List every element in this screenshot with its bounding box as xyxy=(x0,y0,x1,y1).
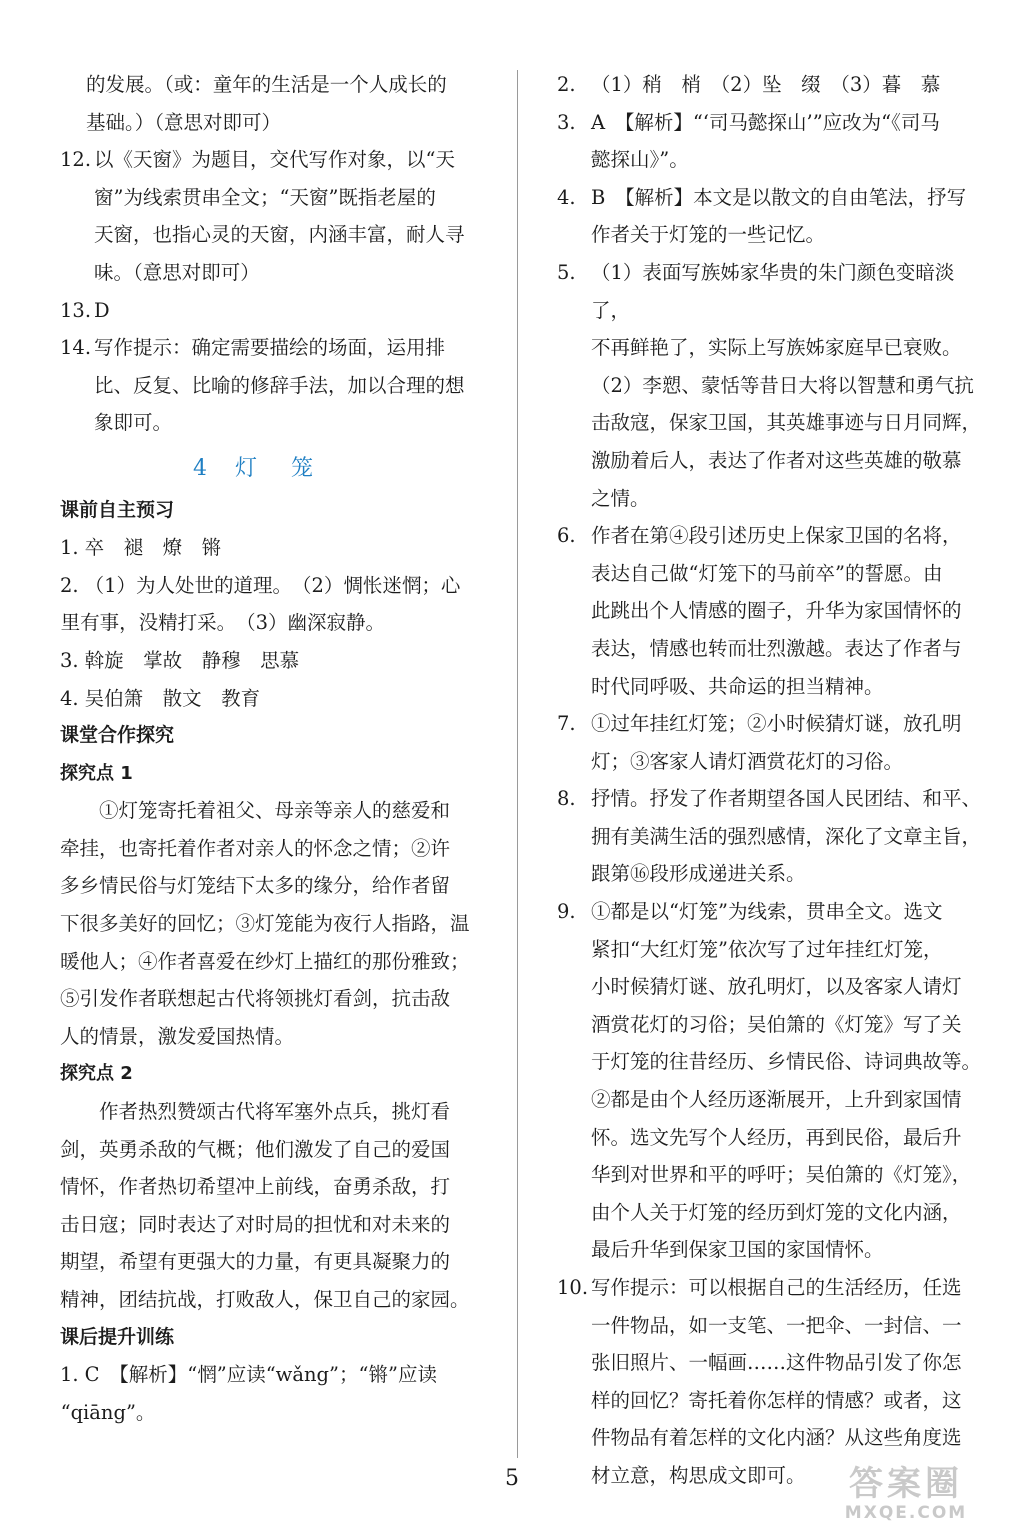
answer-line: 小时候猜灯谜、放孔明灯，以及客家人请灯 xyxy=(591,975,962,999)
answer-item xyxy=(60,329,480,442)
answer-line: 激励着后人，表达了作者对这些英雄的敬慕 xyxy=(591,448,962,472)
explore-point-body xyxy=(60,1093,480,1319)
answer-item xyxy=(557,1269,981,1495)
item-number: 10. xyxy=(557,1276,589,1299)
answer-line: 作者在第④段引述历史上保家卫国的名将， xyxy=(591,524,962,548)
watermark-url: MXQE.COM xyxy=(844,1503,968,1523)
answer-line: 一件物品，如一支笔、一把伞、一封信、一 xyxy=(591,1313,962,1337)
right-column xyxy=(557,66,981,1495)
answer-line: C 【解析】“惘”应读“wǎng”；“锵”应读 xyxy=(84,1363,437,1387)
watermark-text: 答案圈 xyxy=(849,1464,963,1504)
answer-line: 华到对世界和平的呼吁；吴伯箫的《灯笼》， xyxy=(591,1163,972,1187)
answer-line: 之情。 xyxy=(591,486,650,510)
answer-line: ①过年挂红灯笼；②小时候猜灯谜，放孔明 xyxy=(591,712,962,736)
answer-line: 味。（意思对即可） xyxy=(94,260,260,284)
answer-line: 表达，情感也转而壮烈激越。表达了作者与 xyxy=(591,636,962,660)
explore-point-label: 探究点 2 xyxy=(60,1063,133,1085)
answer-line: B 【解析】本文是以散文的自由笔法，抒写 xyxy=(591,185,967,209)
answer-item xyxy=(60,141,480,291)
paragraph-line: 期望，希望有更强大的力量，有更具凝聚力的 xyxy=(60,1250,451,1274)
item-number: 14. xyxy=(60,336,92,360)
item-number: 3. xyxy=(557,110,576,134)
answer-item xyxy=(60,567,480,642)
answer-line: 吴伯箫 散文 教育 xyxy=(84,686,261,710)
answer-line: 怀。选文先写个人经历，再到民俗，最后升 xyxy=(591,1125,962,1149)
answer-line: 懿探山》”。 xyxy=(591,148,689,172)
page-number: 5 xyxy=(505,1466,519,1491)
answer-line: 作者关于灯笼的一些记忆。 xyxy=(591,223,826,247)
paragraph-line: 击日寇；同时表达了对时局的担忧和对未来的 xyxy=(60,1212,451,1236)
answer-item xyxy=(557,893,981,1269)
answer-line: 时代同呼吸、共命运的担当精神。 xyxy=(591,674,884,698)
left-column xyxy=(60,66,480,1431)
item-number: 1. xyxy=(60,536,79,560)
watermark-logo xyxy=(806,1464,1006,1526)
continued-line: 基础。）（意思对即可） xyxy=(86,110,282,134)
item-number: 5. xyxy=(557,260,576,284)
answer-line: 紧扣“大红灯笼”依次写了过年挂红灯笼， xyxy=(591,937,943,961)
answer-line: 最后升华到保家卫国的家国情怀。 xyxy=(591,1238,884,1262)
item-number: 2. xyxy=(60,573,79,597)
answer-line: A 【解析】“‘司马懿探山’”应改为“《司马 xyxy=(591,110,940,134)
section-heading: 课前自主预习 xyxy=(60,498,175,521)
explore-point-label: 探究点 1 xyxy=(60,762,133,784)
answer-line: 由个人关于灯笼的经历到灯笼的文化内涵， xyxy=(591,1200,962,1224)
answer-line: 窗”为线索贯串全文；“天窗”既指老屋的 xyxy=(94,185,436,209)
explore-point-body xyxy=(60,792,480,1055)
answer-line: ②都是由个人经历逐渐展开，上升到家国情 xyxy=(591,1088,962,1112)
paragraph-line: ①灯笼寄托着祖父、母亲等亲人的慈爱和 xyxy=(99,799,451,823)
answer-line: 以《天窗》为题目，交代写作对象，以“天 xyxy=(94,148,455,172)
answer-line: 件物品有着怎样的文化内涵？从这些角度选 xyxy=(591,1426,962,1450)
section-heading: 课堂合作探究 xyxy=(60,724,175,747)
item-number: 9. xyxy=(557,900,576,924)
item-number: 12. xyxy=(60,148,92,172)
paragraph-line: 多乡情民俗与灯笼结下太多的缘分，给作者留 xyxy=(60,874,451,898)
answer-line: ①都是以“灯笼”为线索，贯串全文。选文 xyxy=(591,900,943,924)
answer-item xyxy=(557,104,981,179)
paragraph-line: 牵挂，也寄托着作者对亲人的怀念之情；②许 xyxy=(60,836,451,860)
answer-line: 卒 褪 燎 锵 xyxy=(84,536,222,560)
answer-item xyxy=(557,780,981,893)
answer-item xyxy=(557,179,981,254)
answer-line: （1）为人处世的道理。 （2）惆怅迷惘；心 xyxy=(84,573,461,597)
item-number: 6. xyxy=(557,524,576,548)
item-number: 8. xyxy=(557,787,576,811)
answer-line: 张旧照片、一幅画……这件物品引发了你怎 xyxy=(591,1351,962,1375)
answer-line: （2）李愬、蒙恬等昔日大将以智慧和勇气抗 xyxy=(591,373,974,397)
column-divider xyxy=(517,70,518,1458)
item-number: 1. xyxy=(60,1363,79,1387)
lesson-number: 4 xyxy=(192,455,207,481)
answer-line: “qiāng”。 xyxy=(60,1400,156,1424)
answer-item xyxy=(60,1356,480,1431)
answer-line: 跟第⑯段形成递进关系。 xyxy=(591,862,806,886)
answer-line: 于灯笼的往昔经历、乡情民俗、诗词典故等。 xyxy=(591,1050,982,1074)
answer-line: （1）稍 梢 （2）坠 缀 （3）暮 慕 xyxy=(591,73,941,96)
answer-line: 样的回忆？寄托着你怎样的情感？或者，这 xyxy=(591,1388,962,1412)
section-heading: 课后提升训练 xyxy=(60,1325,175,1348)
lesson-title xyxy=(60,450,480,488)
answer-line: 灯；③客家人请灯酒赏花灯的习俗。 xyxy=(591,749,904,773)
answer-line: 象即可。 xyxy=(94,411,173,435)
answer-line: 比、反复、比喻的修辞手法，加以合理的想 xyxy=(94,373,465,397)
paragraph-line: 暖他人；④作者喜爱在纱灯上描红的那份雅致； xyxy=(60,949,470,973)
paragraph-line: 情怀，作者热切希望冲上前线，奋勇杀敌，打 xyxy=(60,1175,451,1199)
answer-line: 里有事，没精打采。 （3）幽深寂静。 xyxy=(60,611,386,635)
answer-line: 材立意，构思成文即可。 xyxy=(591,1463,806,1487)
answer-item xyxy=(60,642,480,680)
answer-line: 酒赏花灯的习俗；吴伯箫的《灯笼》写了关 xyxy=(591,1012,962,1036)
item-number: 4. xyxy=(60,686,79,710)
answer-line: 抒情。抒发了作者期望各国人民团结、和平、 xyxy=(591,787,982,811)
answer-item xyxy=(557,254,981,517)
paragraph-line: 作者热烈赞颂古代将军塞外点兵，挑灯看 xyxy=(99,1100,451,1124)
paragraph-line: 人的情景，激发爱国热情。 xyxy=(60,1024,295,1048)
answer-item xyxy=(557,517,981,705)
item-number: 3. xyxy=(60,648,79,672)
answer-line: 斡旋 掌故 静穆 思慕 xyxy=(84,648,300,672)
answer-line: 此跳出个人情感的圈子，升华为家国情怀的 xyxy=(591,599,962,623)
answer-line: D xyxy=(94,298,110,322)
answer-line: 拥有美满生活的强烈感情，深化了文章主旨， xyxy=(591,824,982,848)
answer-item xyxy=(60,292,480,330)
answer-line: 写作提示：确定需要描绘的场面，运用排 xyxy=(94,336,446,360)
item-number: 2. xyxy=(557,73,576,96)
answer-line: （1）表面写族姊家华贵的朱门颜色变暗淡了， xyxy=(591,260,955,322)
answer-item xyxy=(557,66,981,104)
answer-item xyxy=(60,529,480,567)
answer-line: 表达自己做“灯笼下的马前卒”的誓愿。由 xyxy=(591,561,943,585)
answer-line: 写作提示：可以根据自己的生活经历，任选 xyxy=(591,1276,962,1299)
answer-item xyxy=(60,680,480,718)
paragraph-line: 下很多美好的回忆；③灯笼能为夜行人指路，温 xyxy=(60,912,470,936)
answer-line: 击敌寇，保家卫国，其英雄事迹与日月同辉， xyxy=(591,411,982,435)
paragraph-line: 剑，英勇杀敌的气概；他们激发了自己的爱国 xyxy=(60,1137,451,1161)
item-number: 7. xyxy=(557,712,576,736)
item-number: 13. xyxy=(60,298,92,322)
answer-line: 不再鲜艳了，实际上写族姊家庭早已衰败。 xyxy=(591,336,962,360)
answer-item xyxy=(557,705,981,780)
item-number: 4. xyxy=(557,185,576,209)
paragraph-line: ⑤引发作者联想起古代将领挑灯看剑，抗击敌 xyxy=(60,987,451,1011)
paragraph-line: 精神，团结抗战，打败敌人，保卫自己的家园。 xyxy=(60,1288,470,1311)
continued-line: 的发展。（或：童年的生活是一个人成长的 xyxy=(86,73,447,96)
answer-line: 天窗，也指心灵的天窗，内涵丰富，耐人寻 xyxy=(94,223,465,247)
lesson-name: 灯笼 xyxy=(234,455,347,481)
